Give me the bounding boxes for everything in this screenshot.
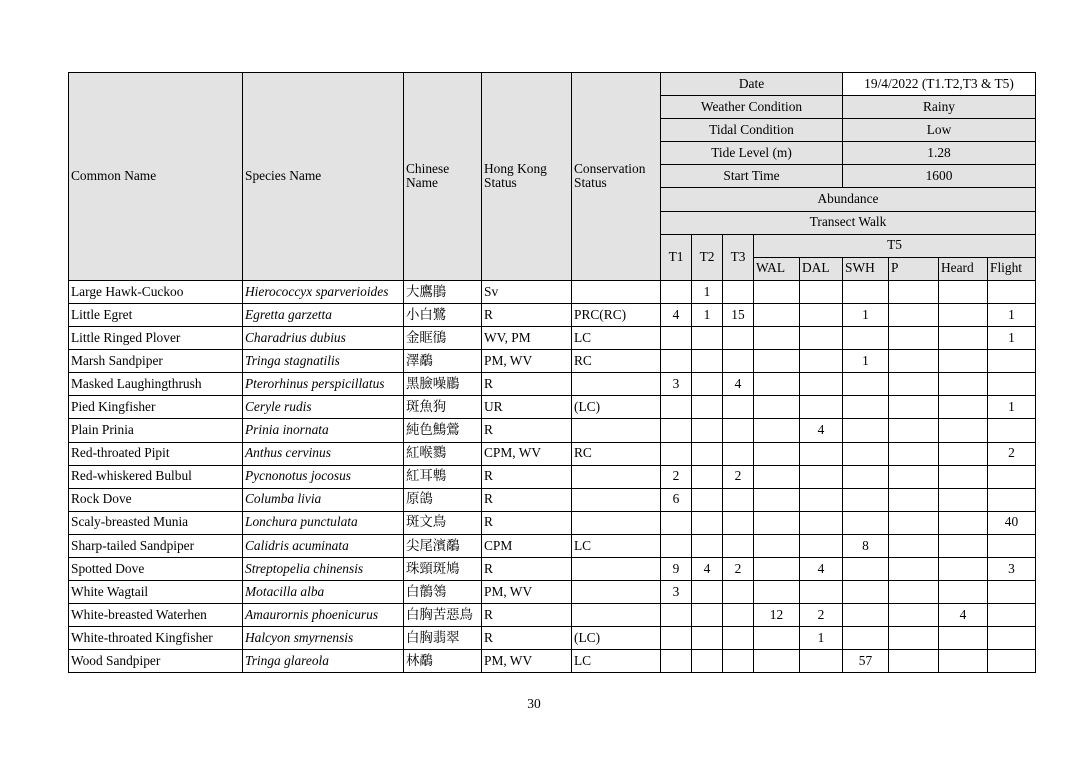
hk-status-cell: CPM, WV: [482, 442, 572, 465]
count-cell: [754, 534, 800, 557]
count-cell: [800, 327, 843, 350]
count-cell: [692, 511, 723, 534]
count-cell: [843, 373, 889, 396]
table-row: [69, 511, 1036, 534]
common-name-cell: Sharp-tailed Sandpiper: [69, 534, 243, 557]
count-cell: [988, 488, 1036, 511]
header-transect-walk: Transect Walk: [661, 211, 1036, 234]
count-cell: [800, 280, 843, 303]
table-row: [69, 557, 1036, 580]
hk-status-cell: CPM: [482, 534, 572, 557]
common-name-cell: Red-throated Pipit: [69, 442, 243, 465]
hk-status-cell: R: [482, 373, 572, 396]
count-cell: [723, 488, 754, 511]
count-cell: [939, 511, 988, 534]
count-cell: 12: [754, 604, 800, 627]
count-cell: [843, 604, 889, 627]
count-cell: 40: [988, 511, 1036, 534]
conservation-status-cell: [572, 465, 661, 488]
header-t5-dal: DAL: [800, 257, 843, 280]
common-name-cell: White-breasted Waterhen: [69, 604, 243, 627]
count-cell: [692, 534, 723, 557]
count-cell: [889, 534, 939, 557]
count-cell: [692, 373, 723, 396]
count-cell: [754, 557, 800, 580]
info-label-tidal: Tidal Condition: [661, 119, 843, 142]
table-row: [69, 373, 1036, 396]
table-row: [69, 627, 1036, 650]
count-cell: [754, 280, 800, 303]
common-name-cell: Large Hawk-Cuckoo: [69, 280, 243, 303]
count-cell: [723, 442, 754, 465]
count-cell: 4: [939, 604, 988, 627]
count-cell: [661, 604, 692, 627]
count-cell: [889, 511, 939, 534]
table-row: [69, 581, 1036, 604]
conservation-status-cell: [572, 511, 661, 534]
common-name-cell: Masked Laughingthrush: [69, 373, 243, 396]
count-cell: [692, 350, 723, 373]
chinese-name-cell: 林鷸: [404, 650, 482, 673]
count-cell: [692, 604, 723, 627]
count-cell: [800, 650, 843, 673]
count-cell: 1: [843, 350, 889, 373]
header-abundance: Abundance: [661, 188, 1036, 211]
header-t5: T5: [754, 234, 1036, 257]
header-t5-flight: Flight: [988, 257, 1036, 280]
hk-status-cell: R: [482, 511, 572, 534]
count-cell: [843, 442, 889, 465]
count-cell: [754, 581, 800, 604]
count-cell: [723, 650, 754, 673]
count-cell: [661, 350, 692, 373]
species-name-cell: Lonchura punctulata: [243, 511, 404, 534]
count-cell: [800, 303, 843, 326]
count-cell: 8: [843, 534, 889, 557]
header-t5-swh: SWH: [843, 257, 889, 280]
count-cell: 4: [800, 557, 843, 580]
hk-status-cell: PM, WV: [482, 581, 572, 604]
hk-status-cell: UR: [482, 396, 572, 419]
species-name-cell: Calidris acuminata: [243, 534, 404, 557]
table-row: [69, 465, 1036, 488]
count-cell: [843, 327, 889, 350]
count-cell: [939, 350, 988, 373]
species-name-cell: Amaurornis phoenicurus: [243, 604, 404, 627]
conservation-status-cell: RC: [572, 442, 661, 465]
count-cell: 6: [661, 488, 692, 511]
chinese-name-cell: 黑臉噪鶥: [404, 373, 482, 396]
count-cell: [754, 627, 800, 650]
chinese-name-cell: 尖尾濱鷸: [404, 534, 482, 557]
species-name-cell: Streptopelia chinensis: [243, 557, 404, 580]
table-row: [69, 534, 1036, 557]
table-row: [69, 488, 1036, 511]
hk-status-cell: R: [482, 465, 572, 488]
count-cell: [754, 465, 800, 488]
hk-status-cell: R: [482, 604, 572, 627]
table-row: [69, 350, 1036, 373]
count-cell: [843, 627, 889, 650]
chinese-name-cell: 純色鷦鶯: [404, 419, 482, 442]
conservation-status-cell: PRC(RC): [572, 303, 661, 326]
count-cell: [800, 396, 843, 419]
count-cell: [889, 327, 939, 350]
conservation-status-cell: RC: [572, 350, 661, 373]
count-cell: [754, 442, 800, 465]
count-cell: [754, 650, 800, 673]
count-cell: 4: [661, 303, 692, 326]
count-cell: 15: [723, 303, 754, 326]
count-cell: 1: [800, 627, 843, 650]
count-cell: [939, 650, 988, 673]
species-name-cell: Tringa glareola: [243, 650, 404, 673]
hk-status-cell: PM, WV: [482, 650, 572, 673]
table-row: [69, 604, 1036, 627]
count-cell: [889, 488, 939, 511]
count-cell: 2: [988, 442, 1036, 465]
count-cell: [889, 280, 939, 303]
info-label-date: Date: [661, 73, 843, 96]
count-cell: [889, 396, 939, 419]
count-cell: [843, 488, 889, 511]
header-common-name: Common Name: [69, 73, 243, 281]
count-cell: 57: [843, 650, 889, 673]
count-cell: [939, 488, 988, 511]
chinese-name-cell: 珠頸斑鳩: [404, 557, 482, 580]
common-name-cell: Red-whiskered Bulbul: [69, 465, 243, 488]
species-name-cell: Anthus cervinus: [243, 442, 404, 465]
info-value-start-time: 1600: [843, 165, 1036, 188]
chinese-name-cell: 小白鷺: [404, 303, 482, 326]
count-cell: [692, 650, 723, 673]
hk-status-cell: R: [482, 303, 572, 326]
table-row: [69, 442, 1036, 465]
count-cell: [692, 419, 723, 442]
count-cell: [754, 511, 800, 534]
chinese-name-cell: 斑魚狗: [404, 396, 482, 419]
count-cell: [800, 350, 843, 373]
count-cell: [889, 465, 939, 488]
count-cell: [692, 442, 723, 465]
count-cell: [723, 396, 754, 419]
chinese-name-cell: 斑文鳥: [404, 511, 482, 534]
conservation-status-cell: [572, 419, 661, 442]
common-name-cell: Little Ringed Plover: [69, 327, 243, 350]
info-value-date: 19/4/2022 (T1.T2,T3 & T5): [843, 73, 1036, 96]
conservation-status-cell: [572, 557, 661, 580]
count-cell: [754, 327, 800, 350]
count-cell: 1: [988, 396, 1036, 419]
count-cell: [661, 419, 692, 442]
count-cell: 1: [988, 303, 1036, 326]
count-cell: [754, 488, 800, 511]
info-value-tidal: Low: [843, 119, 1036, 142]
count-cell: [754, 419, 800, 442]
hk-status-cell: Sv: [482, 280, 572, 303]
count-cell: [661, 327, 692, 350]
conservation-status-cell: [572, 280, 661, 303]
count-cell: 1: [692, 280, 723, 303]
count-cell: [843, 419, 889, 442]
header-t5-wal: WAL: [754, 257, 800, 280]
count-cell: [661, 650, 692, 673]
count-cell: 3: [988, 557, 1036, 580]
count-cell: [843, 280, 889, 303]
count-cell: [661, 627, 692, 650]
hk-status-cell: PM, WV: [482, 350, 572, 373]
common-name-cell: Little Egret: [69, 303, 243, 326]
count-cell: [843, 557, 889, 580]
count-cell: [754, 350, 800, 373]
count-cell: [939, 442, 988, 465]
header-t3: T3: [723, 234, 754, 280]
count-cell: 9: [661, 557, 692, 580]
count-cell: [723, 350, 754, 373]
count-cell: 2: [661, 465, 692, 488]
count-cell: [723, 327, 754, 350]
header-t2: T2: [692, 234, 723, 280]
conservation-status-cell: [572, 581, 661, 604]
count-cell: [939, 581, 988, 604]
info-value-weather: Rainy: [843, 96, 1036, 119]
count-cell: [889, 303, 939, 326]
count-cell: [988, 465, 1036, 488]
chinese-name-cell: 白胸苦惡鳥: [404, 604, 482, 627]
species-name-cell: Egretta garzetta: [243, 303, 404, 326]
count-cell: [889, 581, 939, 604]
count-cell: [939, 327, 988, 350]
conservation-status-cell: LC: [572, 650, 661, 673]
count-cell: [939, 534, 988, 557]
species-name-cell: Ceryle rudis: [243, 396, 404, 419]
common-name-cell: White-throated Kingfisher: [69, 627, 243, 650]
count-cell: [988, 581, 1036, 604]
chinese-name-cell: 大鷹鵑: [404, 280, 482, 303]
count-cell: [889, 604, 939, 627]
count-cell: [692, 396, 723, 419]
chinese-name-cell: 金眶鴴: [404, 327, 482, 350]
count-cell: [754, 396, 800, 419]
count-cell: [800, 442, 843, 465]
count-cell: [723, 581, 754, 604]
count-cell: [889, 650, 939, 673]
count-cell: [939, 280, 988, 303]
count-cell: 4: [800, 419, 843, 442]
count-cell: [939, 419, 988, 442]
count-cell: [800, 465, 843, 488]
count-cell: [988, 650, 1036, 673]
table-row: [69, 280, 1036, 303]
conservation-status-cell: LC: [572, 534, 661, 557]
count-cell: [843, 511, 889, 534]
info-label-tide-level: Tide Level (m): [661, 142, 843, 165]
count-cell: [692, 327, 723, 350]
species-name-cell: Columba livia: [243, 488, 404, 511]
conservation-status-cell: [572, 604, 661, 627]
count-cell: [939, 557, 988, 580]
count-cell: [939, 396, 988, 419]
chinese-name-cell: 原鴿: [404, 488, 482, 511]
count-cell: [723, 419, 754, 442]
common-name-cell: White Wagtail: [69, 581, 243, 604]
count-cell: [889, 557, 939, 580]
count-cell: [754, 373, 800, 396]
chinese-name-cell: 白胸翡翠: [404, 627, 482, 650]
header-chinese-name: Chinese Name: [404, 73, 482, 281]
info-label-weather: Weather Condition: [661, 96, 843, 119]
count-cell: [843, 581, 889, 604]
table-row: [69, 396, 1036, 419]
info-label-start-time: Start Time: [661, 165, 843, 188]
count-cell: 1: [988, 327, 1036, 350]
header-t1: T1: [661, 234, 692, 280]
common-name-cell: Plain Prinia: [69, 419, 243, 442]
count-cell: [661, 280, 692, 303]
header-t5-p: P: [889, 257, 939, 280]
header-species-name: Species Name: [243, 73, 404, 281]
species-name-cell: Halcyon smyrnensis: [243, 627, 404, 650]
header-conservation-status: Conservation Status: [572, 73, 661, 281]
count-cell: [939, 627, 988, 650]
count-cell: [723, 627, 754, 650]
count-cell: [889, 350, 939, 373]
count-cell: 3: [661, 581, 692, 604]
chinese-name-cell: 紅喉鷚: [404, 442, 482, 465]
hk-status-cell: R: [482, 419, 572, 442]
count-cell: 2: [800, 604, 843, 627]
common-name-cell: Rock Dove: [69, 488, 243, 511]
info-value-tide-level: 1.28: [843, 142, 1036, 165]
count-cell: [692, 581, 723, 604]
count-cell: [723, 511, 754, 534]
count-cell: [988, 604, 1036, 627]
chinese-name-cell: 紅耳鵯: [404, 465, 482, 488]
count-cell: 3: [661, 373, 692, 396]
common-name-cell: Spotted Dove: [69, 557, 243, 580]
species-name-cell: Pterorhinus perspicillatus: [243, 373, 404, 396]
common-name-cell: Pied Kingfisher: [69, 396, 243, 419]
hk-status-cell: R: [482, 627, 572, 650]
count-cell: [988, 280, 1036, 303]
count-cell: [800, 534, 843, 557]
count-cell: [939, 303, 988, 326]
count-cell: 2: [723, 557, 754, 580]
conservation-status-cell: [572, 373, 661, 396]
count-cell: [939, 465, 988, 488]
count-cell: [939, 373, 988, 396]
table-row: [69, 419, 1036, 442]
count-cell: [988, 534, 1036, 557]
count-cell: [692, 465, 723, 488]
count-cell: 1: [843, 303, 889, 326]
conservation-status-cell: (LC): [572, 396, 661, 419]
conservation-status-cell: (LC): [572, 627, 661, 650]
count-cell: [889, 627, 939, 650]
species-name-cell: Charadrius dubius: [243, 327, 404, 350]
count-cell: [692, 488, 723, 511]
count-cell: [800, 373, 843, 396]
count-cell: [661, 511, 692, 534]
count-cell: [889, 442, 939, 465]
count-cell: [843, 396, 889, 419]
table-row: [69, 650, 1036, 673]
count-cell: [723, 280, 754, 303]
count-cell: 4: [723, 373, 754, 396]
count-cell: [843, 465, 889, 488]
count-cell: [661, 442, 692, 465]
count-cell: [723, 604, 754, 627]
species-name-cell: Prinia inornata: [243, 419, 404, 442]
species-name-cell: Tringa stagnatilis: [243, 350, 404, 373]
chinese-name-cell: 澤鷸: [404, 350, 482, 373]
count-cell: [661, 534, 692, 557]
common-name-cell: Marsh Sandpiper: [69, 350, 243, 373]
count-cell: [800, 511, 843, 534]
count-cell: 4: [692, 557, 723, 580]
count-cell: 2: [723, 465, 754, 488]
common-name-cell: Scaly-breasted Munia: [69, 511, 243, 534]
count-cell: [754, 303, 800, 326]
count-cell: [723, 534, 754, 557]
page-number: 30: [527, 696, 541, 711]
table-row: [69, 327, 1036, 350]
count-cell: [661, 396, 692, 419]
count-cell: [800, 488, 843, 511]
count-cell: [988, 627, 1036, 650]
bird-survey-table: [68, 72, 1036, 673]
count-cell: [889, 419, 939, 442]
table-row: [69, 303, 1036, 326]
conservation-status-cell: [572, 488, 661, 511]
header-t5-heard: Heard: [939, 257, 988, 280]
count-cell: [988, 350, 1036, 373]
hk-status-cell: R: [482, 488, 572, 511]
count-cell: 1: [692, 303, 723, 326]
header-hk-status: Hong Kong Status: [482, 73, 572, 281]
common-name-cell: Wood Sandpiper: [69, 650, 243, 673]
conservation-status-cell: LC: [572, 327, 661, 350]
count-cell: [988, 419, 1036, 442]
species-name-cell: Hierococcyx sparverioides: [243, 280, 404, 303]
count-cell: [692, 627, 723, 650]
count-cell: [800, 581, 843, 604]
species-name-cell: Pycnonotus jocosus: [243, 465, 404, 488]
hk-status-cell: R: [482, 557, 572, 580]
hk-status-cell: WV, PM: [482, 327, 572, 350]
count-cell: [988, 373, 1036, 396]
chinese-name-cell: 白鶺鴒: [404, 581, 482, 604]
count-cell: [889, 373, 939, 396]
species-name-cell: Motacilla alba: [243, 581, 404, 604]
